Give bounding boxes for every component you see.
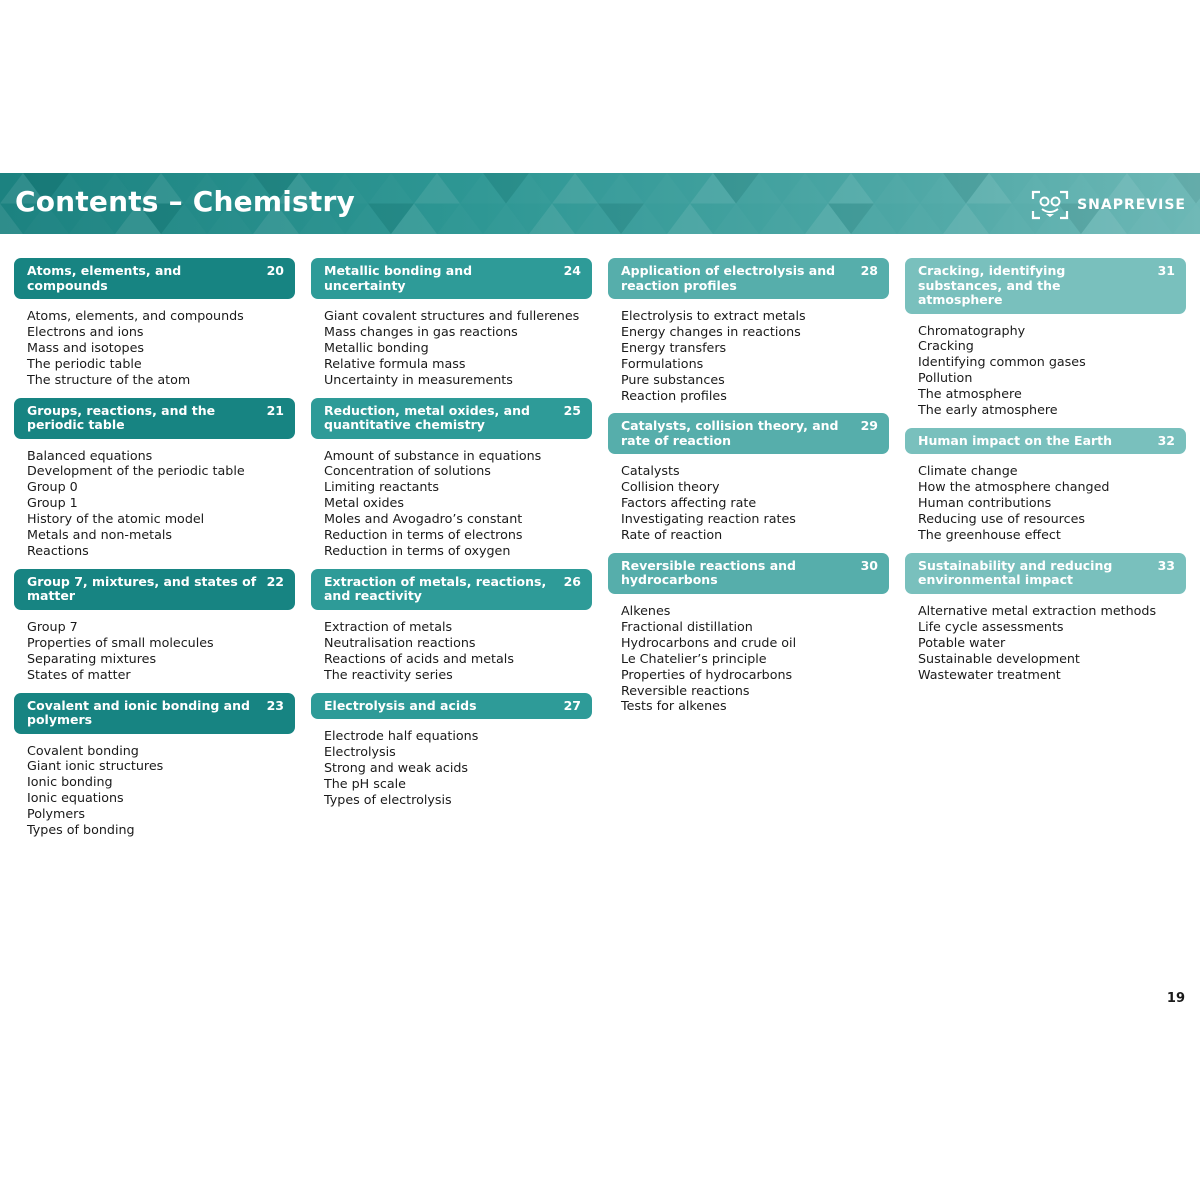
subtopic-item[interactable]: Alternative metal extraction methods — [918, 602, 1157, 618]
subtopic-item[interactable]: Polymers — [27, 806, 85, 822]
topic-section — [311, 398, 592, 559]
subtopic-item[interactable]: Moles and Avogadro’s constant — [324, 511, 523, 527]
topic-page-number: 21 — [266, 402, 284, 418]
topic-section — [905, 428, 1186, 543]
subtopic-item[interactable]: Electrolysis — [324, 743, 396, 759]
subtopic-item[interactable]: Mass changes in gas reactions — [324, 323, 518, 339]
subtopic-item[interactable]: Sustainable development — [918, 650, 1080, 666]
subtopic-item[interactable]: States of matter — [27, 666, 131, 682]
subtopic-item[interactable]: Hydrocarbons and crude oil — [621, 634, 797, 650]
topic-section — [608, 413, 889, 543]
topic-heading[interactable] — [14, 569, 295, 610]
subtopic-item[interactable]: Ionic bonding — [27, 774, 113, 790]
subtopic-list — [14, 299, 295, 388]
subtopic-item[interactable]: Group 0 — [27, 479, 78, 495]
topic-heading[interactable] — [14, 258, 295, 299]
topic-title: Reduction, metal oxides, and quantitative chemistry — [324, 402, 530, 433]
subtopic-list — [14, 734, 295, 838]
subtopic-item[interactable]: The pH scale — [324, 775, 406, 791]
subtopic-item[interactable]: Factors affecting rate — [621, 495, 757, 511]
subtopic-item[interactable]: The early atmosphere — [918, 402, 1058, 418]
subtopic-list — [608, 299, 889, 403]
subtopic-item[interactable]: Climate change — [918, 463, 1018, 479]
subtopic-item[interactable]: Mass and isotopes — [27, 339, 144, 355]
subtopic-item[interactable]: Fractional distillation — [621, 618, 753, 634]
subtopic-item[interactable]: Pure substances — [621, 371, 725, 387]
subtopic-item[interactable]: Atoms, elements, and compounds — [27, 308, 244, 323]
topic-heading[interactable] — [608, 553, 889, 594]
topic-heading[interactable] — [311, 258, 592, 299]
subtopic-item[interactable]: Cracking — [918, 338, 974, 354]
contents-column-1 — [14, 258, 295, 848]
topic-title: Sustainability and reducing environmental impact — [918, 557, 1113, 588]
subtopic-item[interactable]: Giant covalent structures and fullerenes — [324, 308, 580, 323]
subtopic-item[interactable]: Reversible reactions — [621, 682, 750, 698]
subtopic-item[interactable]: Formulations — [621, 355, 704, 371]
topic-page-number: 22 — [266, 573, 284, 589]
subtopic-list — [14, 610, 295, 683]
topic-title: Covalent and ionic bonding and polymers — [27, 697, 250, 727]
topic-page-number: 29 — [860, 418, 878, 434]
subtopic-item[interactable]: Chromatography — [918, 322, 1026, 338]
header-banner — [0, 173, 1200, 234]
subtopic-item[interactable]: Electrode half equations — [324, 728, 479, 743]
subtopic-item[interactable]: Limiting reactants — [324, 479, 439, 495]
subtopic-item[interactable]: Alkenes — [621, 602, 671, 618]
subtopic-item[interactable]: The periodic table — [27, 355, 142, 371]
subtopic-item[interactable]: Rate of reaction — [621, 527, 723, 543]
subtopic-item[interactable]: Uncertainty in measurements — [324, 371, 513, 387]
topic-title: Group 7, mixtures, and states of matter — [27, 573, 257, 604]
subtopic-list — [608, 454, 889, 543]
topic-section — [14, 569, 295, 683]
subtopic-list — [311, 439, 592, 559]
subtopic-item[interactable]: Energy changes in reactions — [621, 323, 801, 339]
subtopic-item[interactable]: Pollution — [918, 370, 973, 386]
contents-column-2 — [311, 258, 592, 818]
topic-title: Groups, reactions, and the periodic table — [27, 402, 216, 433]
subtopic-item[interactable]: Amount of substance in equations — [324, 447, 542, 463]
topic-heading[interactable] — [14, 693, 295, 734]
subtopic-item[interactable]: History of the atomic model — [27, 511, 205, 527]
topic-section — [608, 258, 889, 403]
topic-section — [14, 693, 295, 838]
subtopic-item[interactable]: Metallic bonding — [324, 339, 429, 355]
subtopic-item[interactable]: Types of bonding — [27, 822, 135, 838]
topic-section — [608, 553, 889, 714]
subtopic-item[interactable]: Separating mixtures — [27, 650, 157, 666]
topic-heading[interactable] — [608, 413, 889, 454]
topic-section — [311, 258, 592, 388]
subtopic-item[interactable]: Strong and weak acids — [324, 759, 469, 775]
topic-heading[interactable] — [311, 693, 592, 720]
subtopic-item[interactable]: Balanced equations — [27, 447, 153, 463]
subtopic-item[interactable]: Group 1 — [27, 495, 78, 511]
subtopic-item[interactable]: Relative formula mass — [324, 355, 466, 371]
subtopic-item[interactable]: Neutralisation reactions — [324, 634, 476, 650]
topic-page-number: 32 — [1157, 432, 1175, 448]
subtopic-item[interactable]: Human contributions — [918, 495, 1052, 511]
subtopic-item[interactable]: Properties of hydrocarbons — [621, 666, 793, 682]
topic-heading[interactable] — [905, 258, 1186, 314]
topic-title: Cracking, identifying substances, and the atmosphere — [918, 263, 1066, 307]
subtopic-item[interactable]: Energy transfers — [621, 339, 727, 355]
robot-face-icon — [1031, 190, 1069, 220]
topic-page-number: 24 — [563, 263, 581, 278]
topic-page-number: 31 — [1157, 263, 1175, 278]
subtopic-item[interactable]: Metal oxides — [324, 495, 404, 511]
subtopic-list — [905, 454, 1186, 543]
topic-heading[interactable] — [608, 258, 889, 299]
topic-title: Electrolysis and acids — [324, 697, 477, 713]
subtopic-item[interactable]: Identifying common gases — [918, 354, 1086, 370]
subtopic-list — [905, 594, 1186, 683]
subtopic-item[interactable]: The reactivity series — [324, 666, 453, 682]
subtopic-item[interactable]: Reactions — [27, 542, 89, 558]
topic-section — [905, 553, 1186, 683]
subtopic-item[interactable]: Reduction in terms of electrons — [324, 527, 523, 543]
subtopic-item[interactable]: Reaction profiles — [621, 387, 727, 403]
subtopic-item[interactable]: Types of electrolysis — [324, 791, 452, 807]
subtopic-item[interactable]: The greenhouse effect — [918, 527, 1061, 543]
topic-page-number: 26 — [563, 573, 581, 589]
subtopic-item[interactable]: Covalent bonding — [27, 742, 139, 758]
subtopic-list — [608, 594, 889, 714]
topic-title: Atoms, elements, and compounds — [27, 263, 182, 293]
subtopic-item[interactable]: Ionic equations — [27, 790, 124, 806]
topic-heading[interactable] — [905, 553, 1186, 594]
topic-heading[interactable] — [311, 398, 592, 439]
subtopic-item[interactable]: Electrons and ions — [27, 323, 144, 339]
page-title: Contents – Chemistry — [15, 185, 355, 218]
subtopic-item[interactable]: Wastewater treatment — [918, 666, 1061, 682]
subtopic-item[interactable]: Electrolysis to extract metals — [621, 308, 806, 323]
topic-page-number: 20 — [266, 263, 284, 278]
subtopic-list — [311, 719, 592, 808]
topic-title: Extraction of metals, reactions, and reactivity — [324, 573, 547, 604]
subtopic-list — [311, 610, 592, 683]
subtopic-item[interactable]: Metals and non-metals — [27, 527, 173, 543]
subtopic-item[interactable]: Extraction of metals — [324, 618, 453, 634]
topic-title: Metallic bonding and uncertainty — [324, 263, 473, 293]
topic-section — [14, 398, 295, 559]
topic-section — [14, 258, 295, 388]
subtopic-item[interactable]: Potable water — [918, 634, 1006, 650]
topic-heading[interactable] — [905, 428, 1186, 455]
subtopic-list — [311, 299, 592, 388]
topic-title: Catalysts, collision theory, and rate of reaction — [621, 418, 839, 448]
topic-page-number: 27 — [563, 697, 581, 713]
subtopic-item[interactable]: Development of the periodic table — [27, 463, 245, 479]
contents-column-3 — [608, 258, 889, 724]
subtopic-item[interactable]: Collision theory — [621, 479, 720, 495]
subtopic-item[interactable]: Concentration of solutions — [324, 463, 491, 479]
logo-text: SNAPREVISE — [1077, 197, 1186, 213]
subtopic-item[interactable]: Reduction in terms of oxygen — [324, 542, 511, 558]
subtopic-item[interactable]: How the atmosphere changed — [918, 479, 1110, 495]
topic-section — [311, 569, 592, 683]
subtopic-item[interactable]: Tests for alkenes — [621, 698, 727, 714]
topic-title: Human impact on the Earth — [918, 432, 1113, 448]
topic-page-number: 23 — [266, 697, 284, 713]
topic-page-number: 30 — [860, 557, 878, 573]
subtopic-item[interactable]: Investigating reaction rates — [621, 511, 796, 527]
subtopic-item[interactable]: The structure of the atom — [27, 371, 191, 387]
topic-title: Reversible reactions and hydrocarbons — [621, 557, 796, 588]
subtopic-item[interactable]: Reactions of acids and metals — [324, 650, 514, 666]
topic-section — [311, 693, 592, 808]
contents-column-4 — [905, 258, 1186, 693]
subtopic-list — [905, 314, 1186, 418]
topic-heading[interactable] — [311, 569, 592, 610]
subtopic-item[interactable]: Life cycle assessments — [918, 618, 1064, 634]
brand-logo — [1031, 190, 1186, 220]
topic-page-number: 25 — [563, 402, 581, 418]
subtopic-item[interactable]: Reducing use of resources — [918, 511, 1086, 527]
subtopic-item[interactable]: Le Chatelier’s principle — [621, 650, 767, 666]
page-number: 19 — [1166, 991, 1185, 1006]
subtopic-item[interactable]: Catalysts — [621, 463, 680, 479]
subtopic-item[interactable]: Group 7 — [27, 618, 78, 634]
subtopic-item[interactable]: Properties of small molecules — [27, 634, 214, 650]
subtopic-item[interactable]: Giant ionic structures — [27, 758, 164, 774]
topic-page-number: 33 — [1157, 557, 1175, 573]
topic-page-number: 28 — [860, 263, 878, 278]
subtopic-item[interactable]: The atmosphere — [918, 386, 1022, 402]
topic-title: Application of electrolysis and reaction profiles — [621, 263, 836, 293]
subtopic-list — [14, 439, 295, 559]
topic-heading[interactable] — [14, 398, 295, 439]
topic-section — [905, 258, 1186, 418]
